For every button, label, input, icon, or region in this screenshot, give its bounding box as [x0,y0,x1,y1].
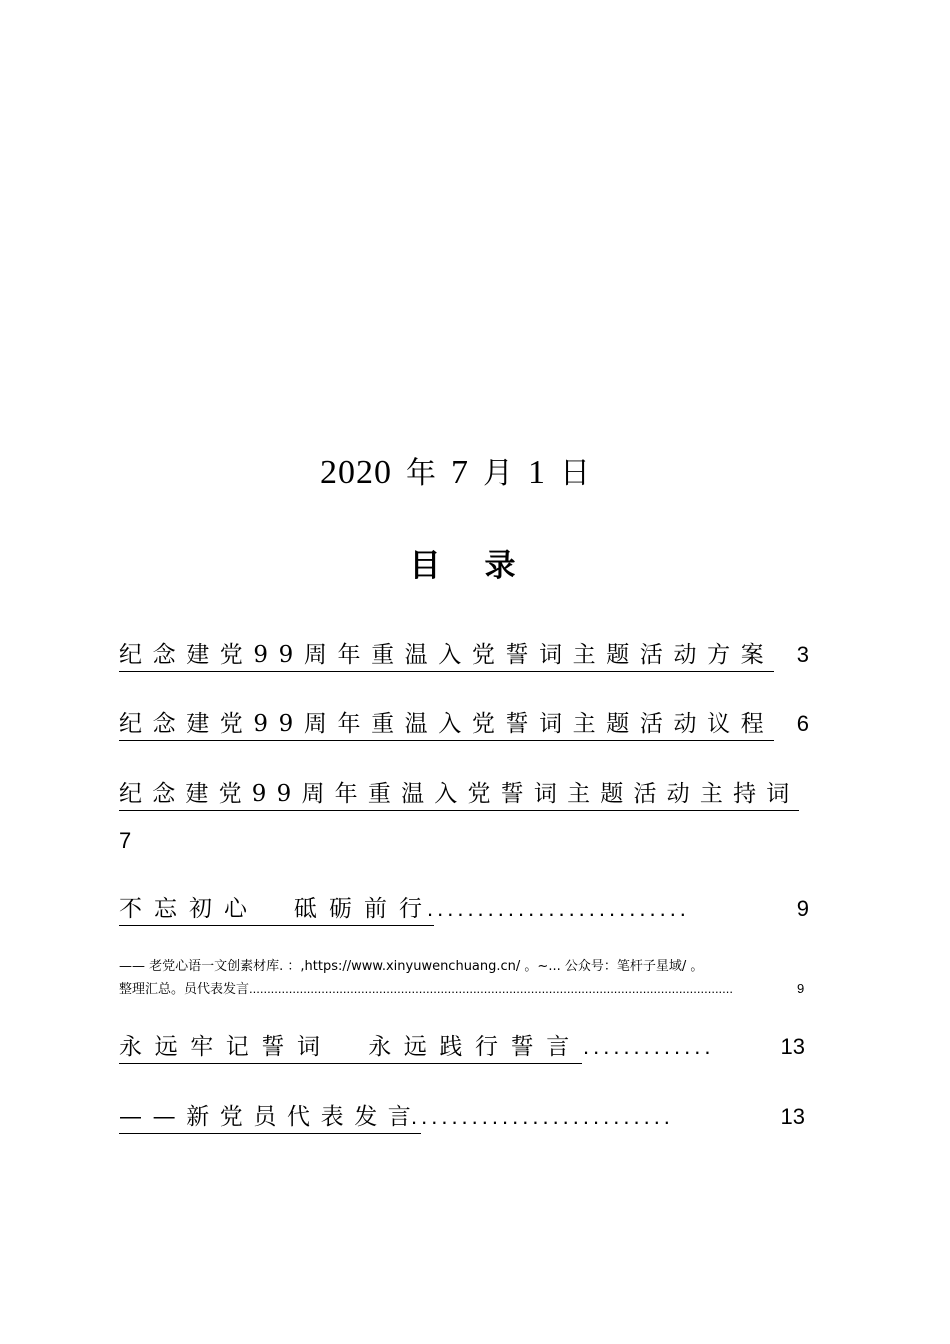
toc-entry-leader: ............. [583,1034,715,1059]
toc-entry-leader: .......................... [427,896,690,921]
toc-entry-page: 7 [119,828,132,853]
date-year: 2020 [320,454,392,491]
toc-entry-title[interactable]: 纪念建党99周年重温入党誓词主题活动方案 [119,640,774,672]
toc-entry-title[interactable]: 不忘初心 砥砺前行 [119,894,434,926]
toc-entry-leader: .......................... [411,1104,674,1129]
toc-entry-title[interactable]: ——新党员代表发言 [119,1102,421,1134]
toc-entry[interactable] [119,640,809,674]
toc-entry[interactable] [119,779,809,813]
toc-entry[interactable] [119,1102,809,1136]
toc-entry[interactable] [119,1032,809,1066]
toc-entry-page: 9 [796,896,809,921]
date-month-unit: 月 [483,456,514,491]
toc-entry-page: 13 [780,1104,805,1129]
watermark-line-2-page: 9 [797,981,805,996]
toc-entry[interactable] [119,709,809,743]
toc-entry[interactable] [119,894,809,928]
date-month: 7 [451,454,469,491]
toc-entry-page: 6 [796,711,809,736]
watermark-line-2-text: 整理汇总。员代表发言 [119,982,250,997]
toc-title: 目录 [409,548,560,584]
date-day-unit: 日 [560,456,591,491]
toc-entry-title[interactable]: 永远牢记誓词 永远践行誓言 [119,1032,582,1064]
toc-entry-title[interactable]: 纪念建党99周年重温入党誓词主题活动议程 [119,709,774,741]
watermark-line-2-leader: ...................................................................................................................................... [249,981,733,996]
date-year-unit: 年 [406,456,437,491]
toc-entry-page: 13 [780,1034,805,1059]
watermark-line-1: —— 老党心语一文创素材库. ：,https://www.xinyuwenchuang.cn/ 。~... 公众号：笔杆子星域/ 。 [119,959,704,974]
toc-entry-title[interactable]: 纪念建党99周年重温入党誓词主题活动主持词 [119,779,799,811]
watermark-line-2 [119,980,784,999]
document-date [0,448,925,492]
date-day: 1 [528,454,546,491]
toc-entry-page: 3 [796,642,809,667]
